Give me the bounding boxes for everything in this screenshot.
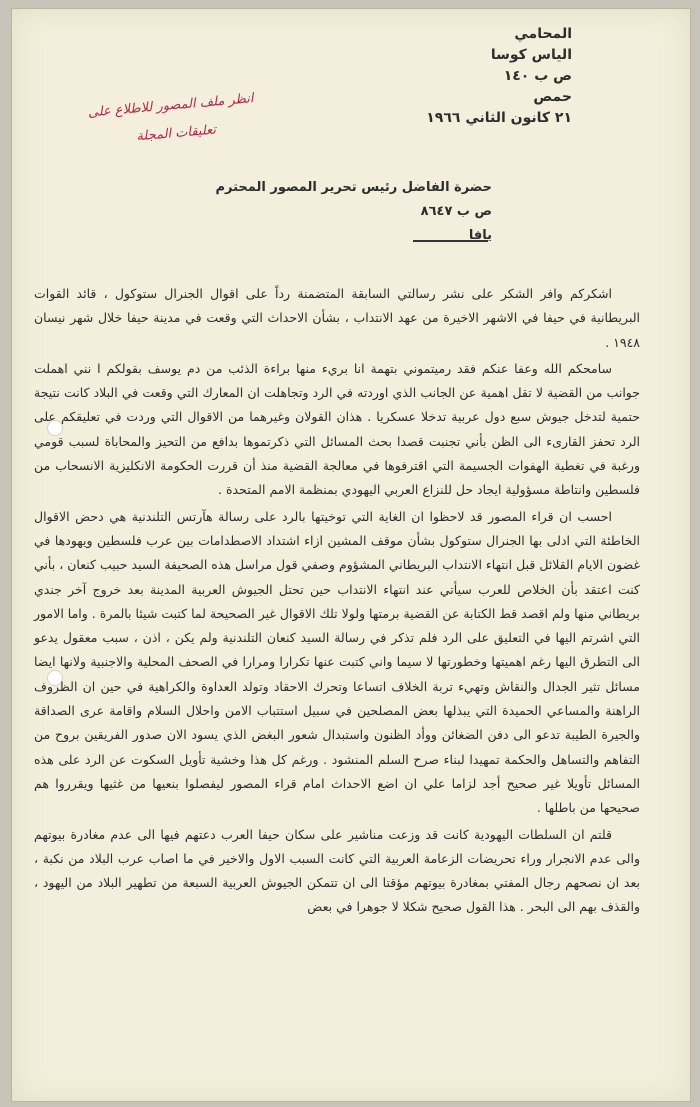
handwritten-note-line: انظر ملف المصور للاطلاع على [87,91,255,121]
addressee-pobox: ص ب ٨٦٤٧ [420,204,492,219]
sender-pobox: ص ب ١٤٠ [503,68,572,84]
sender-city: حمص [533,89,572,105]
paragraph: قلتم ان السلطات اليهودية كانت قد وزعت مناشير على سكان حيفا العرب دعتهم فيها الى عدم مغادرة بيوتهم والى عدم الانجرار وراء تحريضات الزعامة العربية التي كانت السبب الاول والاخير في ما اصاب عرب البلاد من نكبة ، بعد ان نصحهم رجال المفتي بمغادرة بيوتهم مؤقتا الى ان تتمكن الجيوش العربية السبعة من تطهير البلاد من اليهود ، والقذف بهم الى البحر . هذا القول صحيح شكلا لا جوهرا في بعض [34,826,640,915]
sender-name: الياس كوسا [490,47,572,63]
handwritten-note-line: تعليقات المجلة [135,122,217,145]
sender-title: المحامي [514,26,572,42]
paragraph: سامحكم الله وعفا عنكم فقد رميتموني بتهمة انا بريء منها براءة الذئب من دم يوسف بقولكم ا نني اهملت جوانب من القضية لا تقل اهمية عن الجانب الذي اوردته في الرد وتجاهلت ان المعارك التي وقعت في البلاد كانت نتيجة حتمية لتدخل جيوش سبع دول عربية تدخلا عسكريا . هذان القولان وغيرهما من الاقوال التي وردت في تعليقكم على الرد تحفز القارىء الى الظن بأني تجنبت قصدا بحث المسائل التي ذكرتموها بدافع من التحيز والمحاباة لسبب قومي ورغبة في تغطية الهفوات الجسيمة التي اقترفوها في معالجة القضية منذ أن قررت الحكومة الانكليزية الانسحاب من فلسطين وانتاطة مسؤولية ايجاد حل للنزاع العربي اليهودي بمنظمة الامم المتحدة . [34,360,640,498]
underline [413,240,488,242]
addressee-salutation: حضرة الفاضل رئيس تحرير المصور المحترم [215,180,492,195]
paragraph: احسب ان قراء المصور قد لاحظوا ان الغاية التي توخيتها بالرد على رسالة هآرتس التلندنية هي دحض الاقوال الخاطئة التي ادلى بها الجنرال ستوكول بشأن موقف المشين ازاء اشتداد الاصطدامات بين عرب فلسطين ويهودها في غضون الايام القلائل قبل انتهاء الانتداب البريطاني المشؤوم وصفي قول مراسل هذه الصحيفة السيد حبيب كنعان ، بأني كنت اعتقد بأن الخلاص للعرب سيأتي عند انتهاء الانتداب حين تحتل الجيوش العربية المدينة بعد خروج آخر جندي بريطاني منها ولم اقصد قط الكتابة عن القضية برمتها ولولا تلك الاقوال غير الصحيحة لما كتبت شيئا بالمرة . واما الامور التي اشرتم اليها في التعليق على الرد فلم تذكر في رسالة السيد كنعان التلندنية ولم يكن ، اذن ، سبب معقول يدعو الى التطرق اليها رغم اهميتها وخطورتها لا سيما واني كتبت عنها تكرارا ومرارا في الصحف المحلية والاجنبية ولانها ايضا مسائل تثير الجدال والنقاش وتهيء تربة الخلاف اتساعا وتحرك الاحقاد وتولد العداوة والكراهية في حين ان الظروف الراهنة والمساعي الحميدة التي يبذلها بعض المصلحين في سبيل استتباب الامن واحلال السلام واقامة عرى الصداقة والجيرة الطيبة تدعو الى دفن الضغائن ووأد الظنون واستبدال شعور البغض الذي يسود الان صدور الفريقين بروح من التفاهم والتساهل والحكمة تمهيدا لبناء صرح السلم المنشود . ورغم كل هذا وخشية تأويل السكوت عن الرد على هذه المسائل تأويلا غير صحيح أجد لزاما علي ان اضع الاحداث امام قراء المصور ليفصلوا بنعيها من غثيها ويقرروا هم صحيحها من باطلها . [34,508,640,816]
paragraph: اشكركم وافر الشكر على نشر رسالتي السابقة المتضمنة رداً على اقوال الجنرال ستوكول ، قائد القوات البريطانية في حيفا في الاشهر الاخيرة من عهد الانتداب ، بشأن الاحداث التي وقعت في مدينة حيفا خلال شهر نيسان ١٩٤٨ . [34,286,640,350]
addressee-block [152,176,492,248]
addressee-city: يافا [468,228,492,243]
letter-body [34,282,640,922]
sender-block [372,24,572,129]
letter-date: ٢١ كانون الثاني ١٩٦٦ [426,110,572,126]
